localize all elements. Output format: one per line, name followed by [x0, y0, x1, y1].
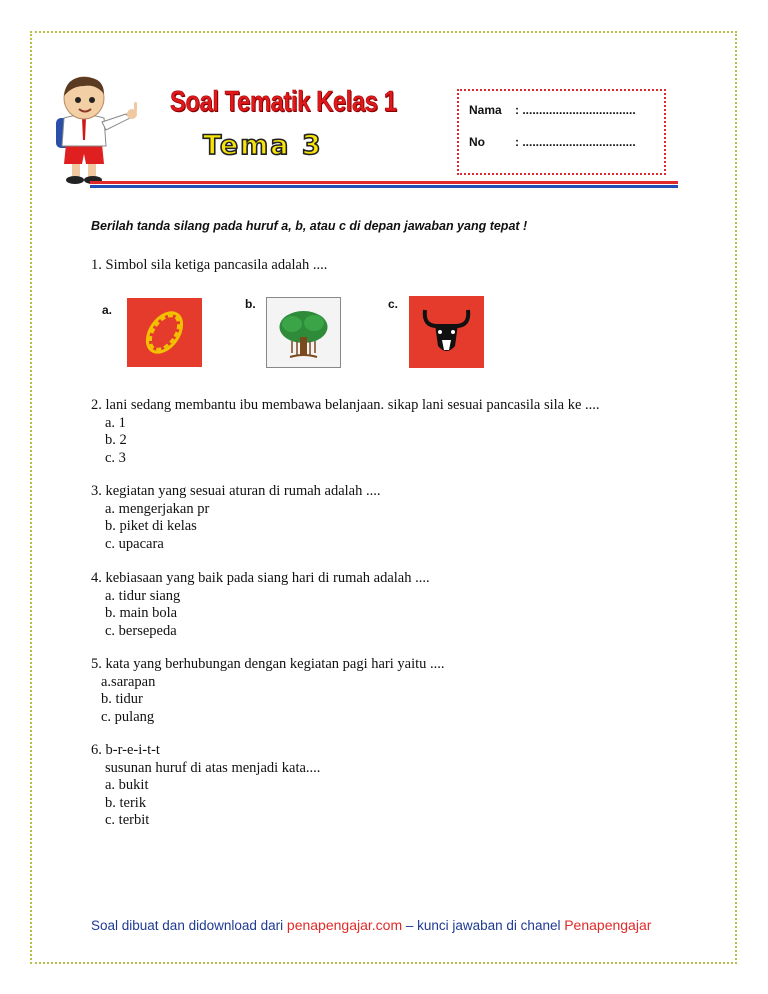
footer-channel-link[interactable]: Penapengajar — [564, 917, 652, 933]
q4-option-c[interactable]: c. bersepeda — [105, 622, 177, 639]
page-subtitle: Tema 3 — [203, 130, 323, 161]
question-2 — [91, 397, 600, 467]
chain-icon[interactable] — [127, 298, 202, 367]
instruction-text: Berilah tanda silang pada huruf a, b, atau c di depan jawaban yang tepat ! — [91, 219, 528, 233]
question-6 — [91, 742, 320, 830]
q3-option-c[interactable]: c. upacara — [105, 535, 164, 552]
question-5 — [91, 656, 445, 726]
bull-head-icon[interactable] — [409, 296, 484, 368]
page-title: Soal Tematik Kelas 1 — [170, 86, 397, 118]
option-b-label[interactable]: b. — [245, 297, 256, 311]
question-1: 1. Simbol sila ketiga pancasila adalah .... — [91, 257, 328, 273]
q5-option-b[interactable]: b. tidur — [101, 691, 143, 707]
q3-option-b[interactable]: b. piket di kelas — [105, 518, 197, 534]
question-6-subtext: susunan huruf di atas menjadi kata.... — [105, 759, 321, 776]
no-label: No — [469, 135, 485, 149]
q4-option-a[interactable]: a. tidur siang — [105, 587, 181, 604]
no-field[interactable]: : .................................. — [515, 135, 636, 149]
name-row — [469, 103, 636, 117]
question-3 — [91, 483, 381, 553]
banyan-tree-icon[interactable] — [266, 297, 341, 368]
q2-option-b[interactable]: b. 2 — [105, 432, 127, 448]
q6-option-a[interactable]: a. bukit — [105, 777, 149, 793]
name-label: Nama — [469, 103, 502, 117]
header-divider-blue — [90, 185, 678, 188]
no-row — [469, 135, 636, 149]
q6-option-b[interactable]: b. terik — [105, 794, 147, 811]
name-field[interactable]: : .................................. — [515, 103, 636, 117]
footer-site-link[interactable]: penapengajar.com — [286, 917, 403, 933]
footer-middle: – kunci jawaban di chanel — [402, 918, 565, 933]
student-cartoon-icon — [50, 74, 142, 186]
footer — [91, 917, 651, 933]
question-5-text: 5. kata yang berhubungan dengan kegiatan pagi hari yaitu .... — [91, 656, 445, 672]
q5-option-a[interactable]: a.sarapan — [101, 673, 156, 690]
question-6-text: 6. b-r-e-i-t-t — [91, 742, 160, 758]
q3-option-a[interactable]: a. mengerjakan pr — [105, 500, 210, 517]
student-identity-box — [457, 89, 666, 175]
q5-option-c[interactable]: c. pulang — [101, 708, 155, 725]
question-3-text: 3. kegiatan yang sesuai aturan di rumah adalah .... — [91, 483, 381, 499]
q6-option-c[interactable]: c. terbit — [105, 812, 150, 828]
question-2-text: 2. lani sedang membantu ibu membawa belanjaan. sikap lani sesuai pancasila sila ke .... — [91, 397, 600, 413]
q4-option-b[interactable]: b. main bola — [105, 605, 178, 621]
question-4-text: 4. kebiasaan yang baik pada siang hari di rumah adalah .... — [91, 570, 430, 586]
footer-prefix: Soal dibuat dan didownload dari — [91, 918, 287, 933]
option-c-label[interactable]: c. — [388, 297, 399, 311]
q2-option-c[interactable]: c. 3 — [105, 449, 126, 466]
header-divider-red — [90, 181, 678, 184]
option-a-label[interactable]: a. — [102, 303, 113, 317]
question-4 — [91, 570, 430, 640]
q2-option-a[interactable]: a. 1 — [105, 414, 126, 431]
